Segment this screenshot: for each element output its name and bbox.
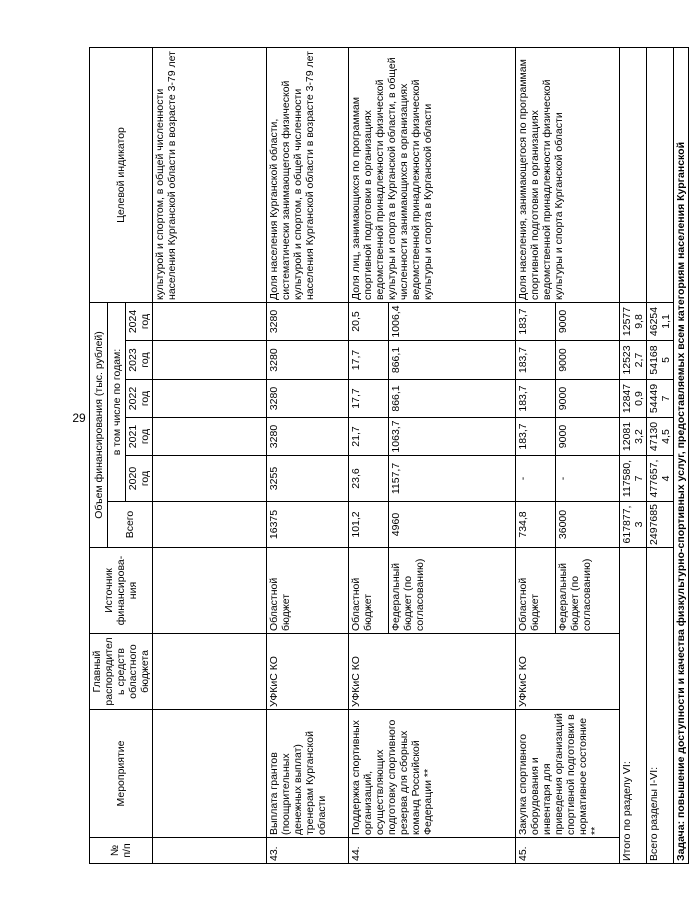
task-row xyxy=(674,47,689,863)
row-2022: 17,7 xyxy=(349,380,389,418)
totals-2020: 477657,4 xyxy=(647,456,674,502)
totals-total: 617877,3 xyxy=(620,502,647,548)
totals-label: Всего разделы I-VI: xyxy=(647,548,674,864)
row-2023: 17,7 xyxy=(349,341,389,380)
header-activity: Мероприятие xyxy=(90,710,153,838)
row-activity: Выплата грантов (поощрительных денежных выплат) тренерам Курганской области xyxy=(267,710,349,838)
header-year: 2021 год xyxy=(126,418,153,456)
task-text: Задача: повышение доступности и качества физкультурно-спортивных услуг, предоставляемых всем категориям населения Курганской xyxy=(674,47,689,863)
row-2021: 21,7 xyxy=(349,418,389,456)
totals-2021: 120813,2 xyxy=(620,418,647,456)
totals-2022: 128470,9 xyxy=(620,380,647,418)
header-by-years: в том числе по годам: xyxy=(108,302,126,501)
header-year: 2023 год xyxy=(126,341,153,380)
row-activity: Закупка спортивного оборудования и инвентаря для приведения организаций спортивной подготовки в нормативное состояние ** xyxy=(516,710,620,838)
totals-row xyxy=(620,47,647,863)
row-source: Областной бюджет xyxy=(516,548,556,634)
row-source: Федеральный бюджет (по согласованию) xyxy=(556,548,620,634)
totals-2020: 117580,7 xyxy=(620,456,647,502)
row-total: 36000 xyxy=(556,502,620,548)
row-target: Доля населения, занимающегося по программам спортивной подготовки в организациях ведомственной принадлежности физической культуры и спорта Курганской области xyxy=(516,47,620,302)
totals-2024: 462541,1 xyxy=(647,302,674,340)
row-total: 4960 xyxy=(389,502,516,548)
row-2023: 3280 xyxy=(267,341,349,380)
row-2020: - xyxy=(556,456,620,502)
totals-label: Итого по разделу VI: xyxy=(620,548,647,864)
totals-total: 2497685 xyxy=(647,502,674,548)
row-2021: 3280 xyxy=(267,418,349,456)
row-total: 16375 xyxy=(267,502,349,548)
header-year: 2022 год xyxy=(126,380,153,418)
row-2020: 23,6 xyxy=(349,456,389,502)
row-2023: 9000 xyxy=(556,341,620,380)
row-manager: УФКиС КО xyxy=(516,634,620,710)
row-manager: УФКиС КО xyxy=(349,634,516,710)
row-2024: 1006,4 xyxy=(389,302,516,340)
row-2021: 1063,7 xyxy=(389,418,516,456)
table-row xyxy=(267,47,349,863)
row-2024: 9000 xyxy=(556,302,620,340)
row-target: Доля населения Курганской области, систематически занимающегося физической культурой и спортом, в общей численности населения Курганской области в возрасте 3-79 лет xyxy=(267,47,349,302)
row-2024: 3280 xyxy=(267,302,349,340)
totals-2024: 125779,8 xyxy=(620,302,647,340)
header-manager: Главный распорядитель средств областного бюджета xyxy=(90,634,153,710)
header-year: 2020 год xyxy=(126,456,153,502)
row-2020: - xyxy=(516,456,556,502)
totals-2022: 544497 xyxy=(647,380,674,418)
row-2024: 20,5 xyxy=(349,302,389,340)
continuation-row xyxy=(153,47,267,863)
row-number: 45. xyxy=(516,838,620,864)
row-2022: 866,1 xyxy=(389,380,516,418)
row-2020: 3255 xyxy=(267,456,349,502)
header-year: 2024 год xyxy=(126,302,153,340)
header-row-1 xyxy=(90,47,108,863)
totals-2023: 541685 xyxy=(647,341,674,380)
row-2022: 9000 xyxy=(556,380,620,418)
header-target: Целевой индикатор xyxy=(90,47,153,302)
totals-2023: 125232,7 xyxy=(620,341,647,380)
header-source: Источник финансирова-ния xyxy=(90,548,153,634)
table-row xyxy=(349,47,389,863)
row-number: 44. xyxy=(349,838,516,864)
row-activity: Поддержка спортивных организаций, осуществляющих подготовку спортивного резерва для сборных команд Российской Федерации ** xyxy=(349,710,516,838)
row-target: Доля лиц, занимающихся по программам спортивной подготовки в организациях ведомственной принадлежности физической культуры и спорта в Курганской области, в общей численности занимающихся в организациях ведомственной принадлежности физической культуры и спорта в Курганской области xyxy=(349,47,516,302)
row-total: 101,2 xyxy=(349,502,389,548)
row-2021: 9000 xyxy=(556,418,620,456)
totals-2021: 471304,5 xyxy=(647,418,674,456)
row-2023: 183,7 xyxy=(516,341,556,380)
totals-row xyxy=(647,47,674,863)
table-row xyxy=(516,47,556,863)
row-2024: 183,7 xyxy=(516,302,556,340)
row-2023: 866,1 xyxy=(389,341,516,380)
row-2022: 3280 xyxy=(267,380,349,418)
row-source: Областной бюджет xyxy=(267,548,349,634)
row-2022: 183,7 xyxy=(516,380,556,418)
row-2021: 183,7 xyxy=(516,418,556,456)
row-manager: УФКиС КО xyxy=(267,634,349,710)
header-volume: Объем финансирования (тыс. рублей) xyxy=(90,302,108,547)
row-number: 43. xyxy=(267,838,349,864)
row-total: 734,8 xyxy=(516,502,556,548)
row-source: Федеральный бюджет (по согласованию) xyxy=(389,548,516,634)
financing-table xyxy=(89,47,689,864)
header-total: Всего xyxy=(108,502,153,548)
continuation-target: культурой и спортом, в общей численности населения Курганской области в возрасте 3-79 лет xyxy=(153,47,267,302)
header-no: № п/п xyxy=(90,838,153,864)
page-number: 29 xyxy=(72,411,86,425)
row-2020: 1157,7 xyxy=(389,456,516,502)
rotated-page xyxy=(0,24,687,884)
row-source: Областной бюджет xyxy=(349,548,389,634)
